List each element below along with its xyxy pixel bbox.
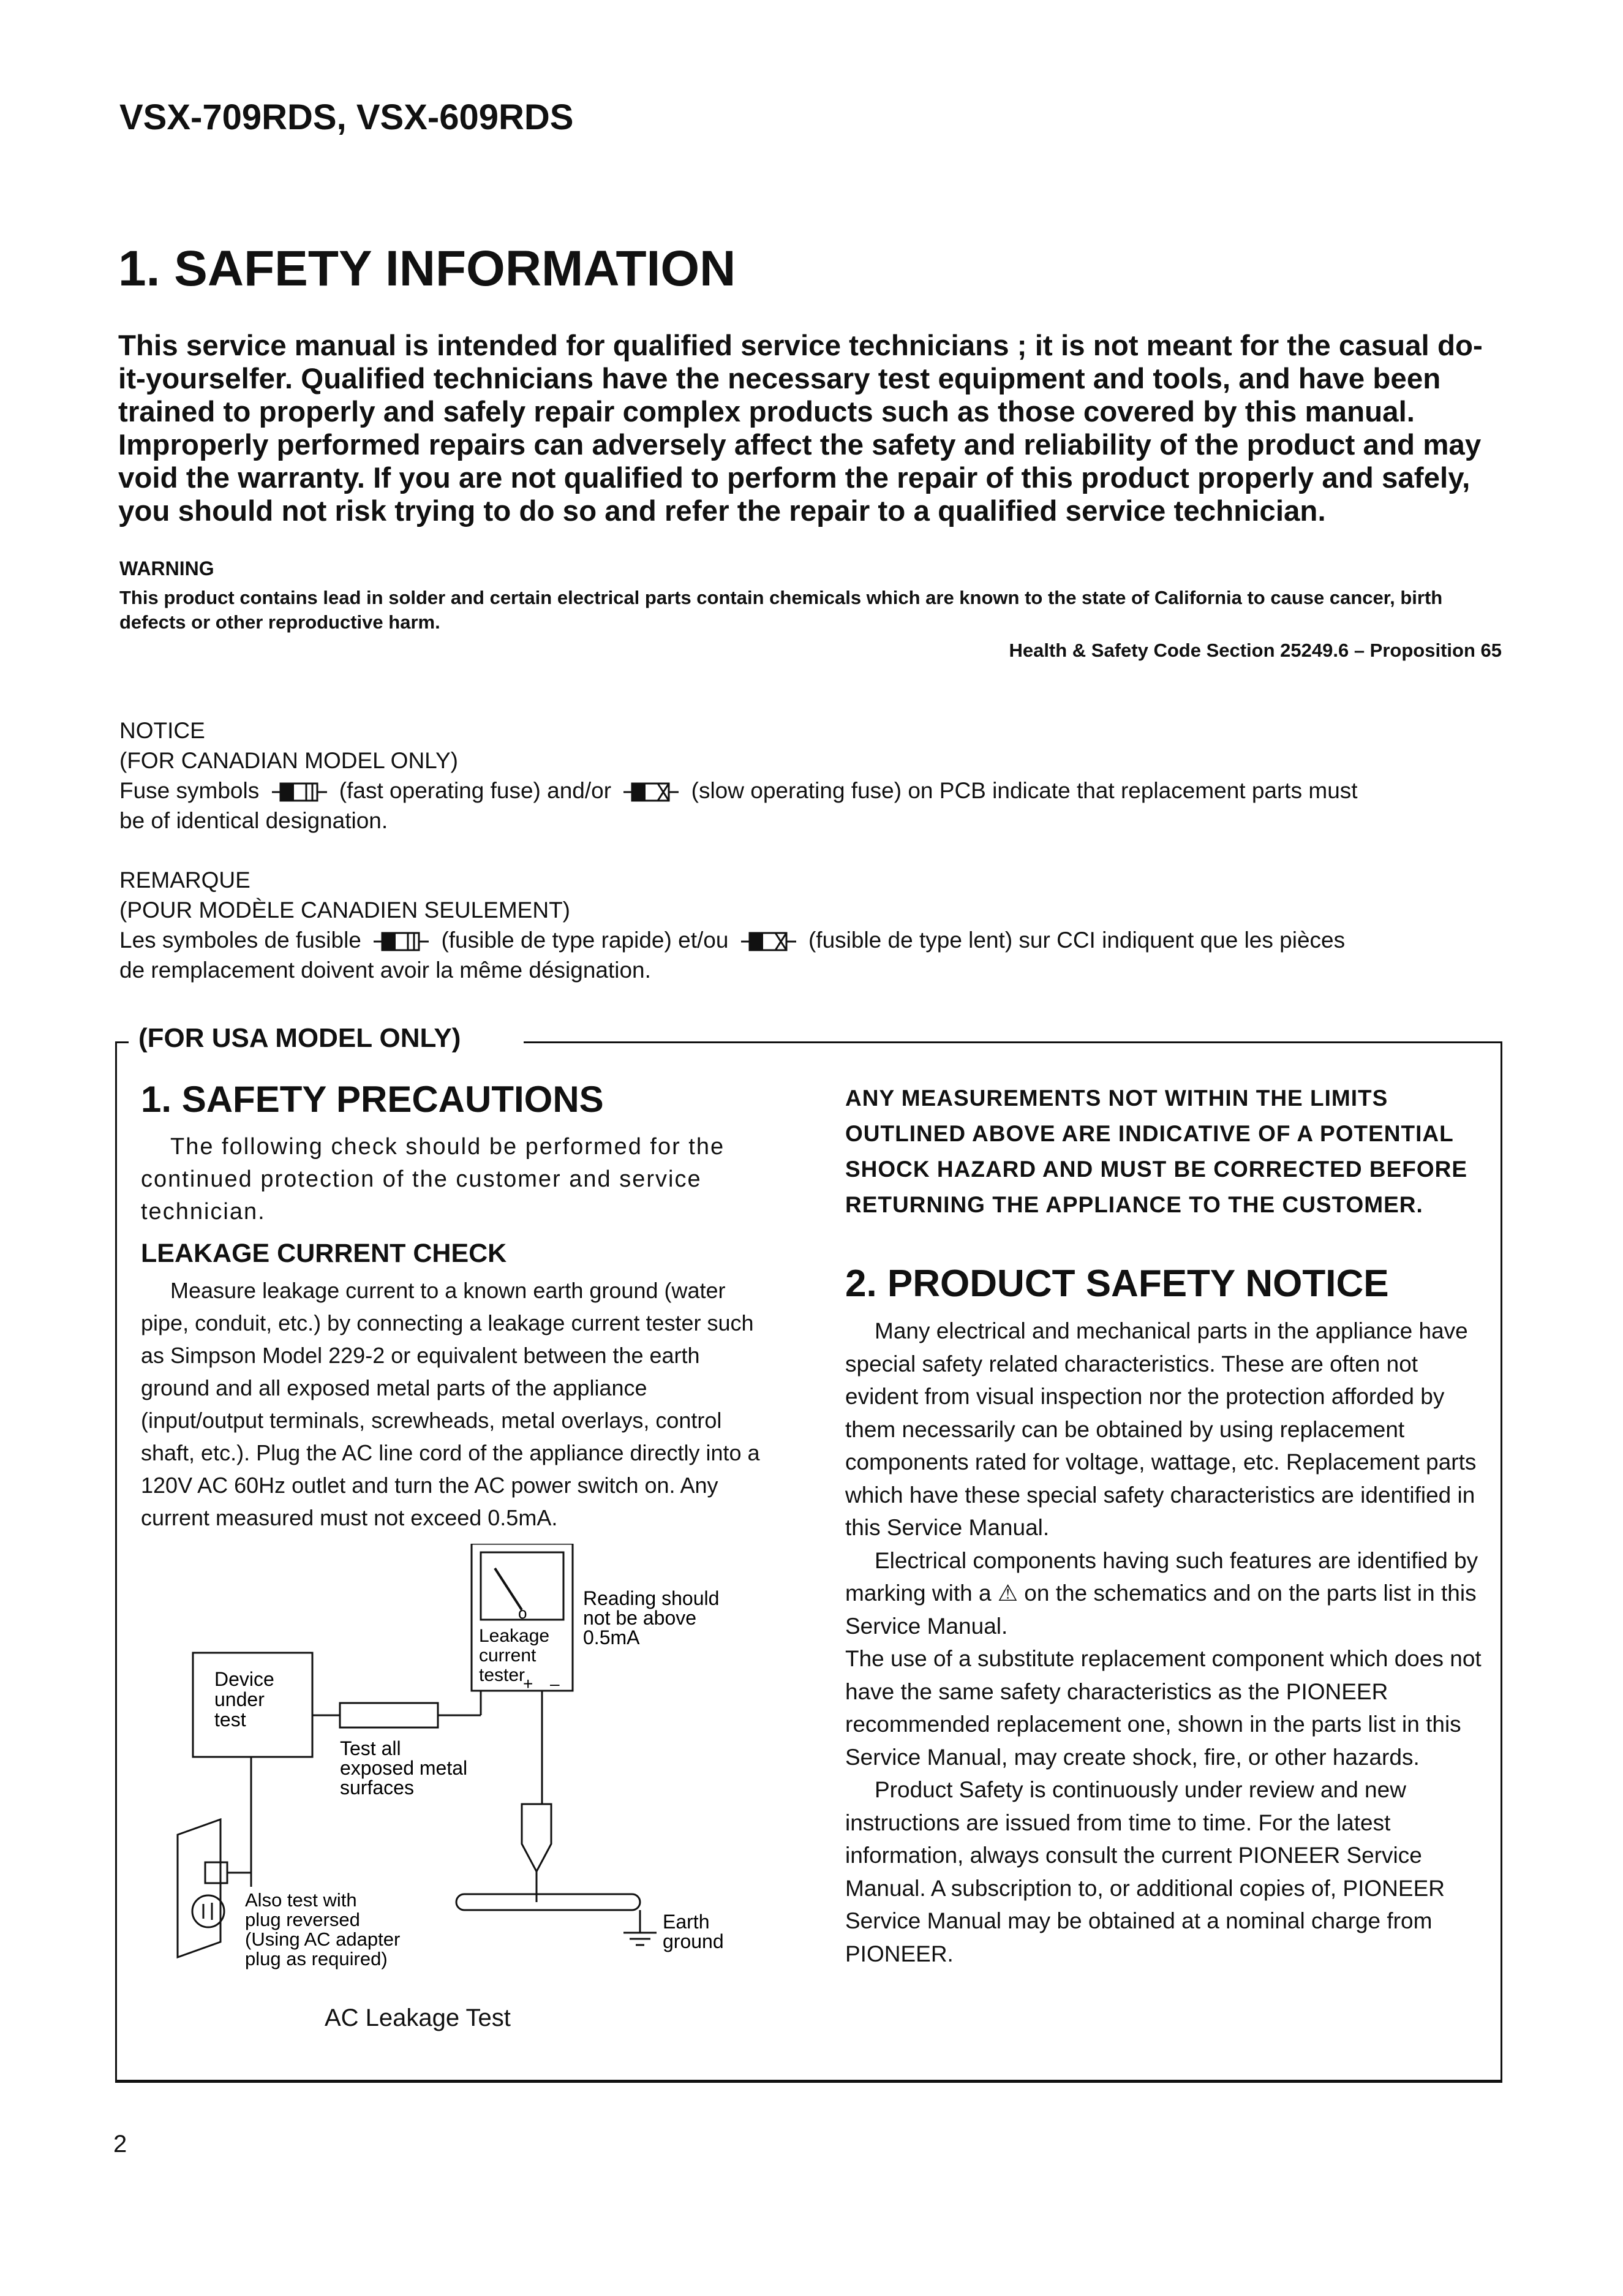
product-safety-p4: Product Safety is continuously under review and new instructions are issued from time to time. For the latest information, always consult the current PIONEER Service Manual. A subscription to, or additional copies of, PIONEER Service Manual may be obtained at a nominal charge from PIONEER.: [845, 1777, 1445, 1966]
plug-label-4: plug as required): [245, 1948, 388, 1969]
intro-paragraph-2: Improperly performed repairs can adversely affect the safety and reliability of the product and may void the warranty. If you are not qualified to perform the repair of this product properly and safely, you should not risk trying to do so and refer the repair to a qualified service technician.: [118, 429, 1482, 527]
precautions-intro-text: The following check should be performed for the continued protection of the customer and service technician.: [141, 1134, 725, 1225]
product-safety-p3: The use of a substitute replacement component which does not have the same safety characteristics as the PIONEER recommended replacement one, shown in the parts list in this Service Manual, may create shock, fire, or other hazards.: [845, 1646, 1482, 1770]
plug-label-3: (Using AC adapter: [245, 1928, 401, 1950]
reading-label-2: not be above: [583, 1607, 697, 1629]
measurement-warning-line: OUTLINED ABOVE ARE INDICATIVE OF A POTENTIAL: [845, 1121, 1454, 1146]
remarque-block: [119, 865, 1504, 985]
warning-reference: Health & Safety Code Section 25249.6 – Proposition 65: [1009, 640, 1502, 661]
intro-paragraph-1: This service manual is intended for qualified service technicians ; it is not meant for the casual do-it-yourselfer. Qualified technicians have the necessary test equipment and tools, and have been trained to properly and safely repair complex products such as those covered by this manual.: [118, 330, 1483, 428]
remarque-text-b: (fusible de type rapide) et/ou: [441, 927, 729, 953]
slow-fuse-icon: [741, 931, 796, 953]
test-all-label-2: exposed metal: [340, 1757, 468, 1779]
model-header: VSX-709RDS, VSX-609RDS: [119, 97, 574, 137]
notice-line-1: [119, 776, 1504, 806]
device-label-2: under: [214, 1688, 265, 1710]
frame-top-rule: [115, 1041, 129, 1043]
product-safety-title: 2. PRODUCT SAFETY NOTICE: [845, 1263, 1389, 1305]
remarque-line-1: [119, 925, 1504, 955]
measurement-warning-line: ANY MEASUREMENTS NOT WITHIN THE LIMITS: [845, 1086, 1388, 1111]
plug-label-2: plug reversed: [245, 1909, 360, 1930]
measurement-warning: [845, 1081, 1482, 1223]
measurement-warning-line: SHOCK HAZARD AND MUST BE CORRECTED BEFORE: [845, 1157, 1468, 1182]
p2-text-b: on the schematics and on the parts list in this Service Manual.: [845, 1580, 1477, 1639]
tester-label-3: tester: [479, 1665, 525, 1685]
product-safety-p2: [845, 1544, 1482, 1643]
outlet-socket-icon: [192, 1895, 224, 1927]
notice-text-a: Fuse symbols: [119, 778, 260, 803]
remarque-line-2: de remplacement doivent avoir la même désignation.: [119, 957, 651, 983]
tester-label-1: Leakage: [479, 1626, 550, 1646]
remarque-text-a: Les symboles de fusible: [119, 927, 361, 953]
reading-label-1: Reading should: [583, 1587, 720, 1609]
minus-terminal: –: [550, 1674, 560, 1693]
plug-label-1: Also test with: [245, 1889, 357, 1911]
p2-text-a: Electrical components having such features are identified by marking with a: [845, 1547, 1478, 1606]
caution-triangle-icon: ⚠: [997, 1580, 1018, 1606]
device-label-1: Device: [214, 1668, 274, 1690]
earth-label-1: Earth: [663, 1911, 710, 1933]
metal-probe: [340, 1703, 438, 1728]
notice-scope: (FOR CANADIAN MODEL ONLY): [119, 748, 458, 773]
slow-fuse-icon: [623, 781, 679, 803]
remarque-heading: REMARQUE: [119, 867, 250, 893]
fast-fuse-icon: [272, 781, 327, 803]
tester-label-2: current: [479, 1645, 537, 1666]
warning-heading: WARNING: [119, 557, 214, 580]
warning-text: This product contains lead in solder and certain electrical parts contain chemicals which are known to the state of California to cause cancer, birth defects or other reproductive harm.: [119, 587, 1443, 633]
page-number: 2: [113, 2131, 127, 2158]
notice-line-2: be of identical designation.: [119, 808, 388, 833]
measurement-warning-line: RETURNING THE APPLIANCE TO THE CUSTOMER.: [845, 1192, 1423, 1217]
meter-zero: o: [518, 1604, 527, 1622]
device-label-3: test: [214, 1709, 246, 1731]
page-title: 1. SAFETY INFORMATION: [118, 241, 736, 296]
plus-terminal: +: [523, 1674, 533, 1693]
probe-clip: [522, 1804, 551, 1871]
diagram-caption: AC Leakage Test: [325, 2004, 511, 2031]
product-safety-text: [845, 1315, 1482, 1970]
product-safety-p1: Many electrical and mechanical parts in the appliance have special safety related characteristics. These are often not evident from visual inspection nor the protection afforded by them necessarily can be obtained by using replacement components rated for voltage, wattage, etc. Replacement parts which have these special safety characteristics are identified in this Service Manual.: [845, 1318, 1477, 1540]
ac-leakage-test-diagram: [171, 1544, 784, 1985]
test-all-label-3: surfaces: [340, 1777, 414, 1799]
frame-top-rule: [524, 1041, 1502, 1043]
safety-precautions-title: 1. SAFETY PRECAUTIONS: [141, 1079, 604, 1120]
notice-text-c: (slow operating fuse) on PCB indicate that replacement parts must: [691, 778, 1358, 803]
leakage-text-body: Measure leakage current to a known earth ground (water pipe, conduit, etc.) by connecting a leakage current tester such as Simpson Model 229-2 or equivalent between the earth ground and all exposed metal parts of the appliance (input/output terminals, screwheads, metal overlays, control shaft, etc.). Plug the AC line cord of the appliance directly into a 120V AC 60Hz outlet and turn the AC power switch on. Any current measured must not exceed 0.5mA.: [141, 1278, 760, 1530]
plug-icon: [205, 1862, 227, 1883]
notice-block: [119, 716, 1504, 836]
usa-section-label: (FOR USA MODEL ONLY): [134, 1023, 465, 1054]
notice-heading: NOTICE: [119, 718, 205, 743]
leakage-text: [141, 1274, 772, 1534]
water-pipe: [456, 1894, 640, 1910]
notice-text-b: (fast operating fuse) and/or: [339, 778, 612, 803]
precautions-intro: [141, 1131, 772, 1228]
earth-label-2: ground: [663, 1930, 724, 1952]
leakage-heading: LEAKAGE CURRENT CHECK: [141, 1239, 507, 1268]
reading-label-3: 0.5mA: [583, 1626, 640, 1648]
remarque-scope: (POUR MODÈLE CANADIEN SEULEMENT): [119, 897, 570, 923]
test-all-label-1: Test all: [340, 1737, 401, 1759]
wall-outlet: [178, 1819, 220, 1957]
fast-fuse-icon: [374, 931, 429, 953]
remarque-text-c: (fusible de type lent) sur CCI indiquent que les pièces: [808, 927, 1346, 953]
intro-text: [118, 330, 1502, 528]
